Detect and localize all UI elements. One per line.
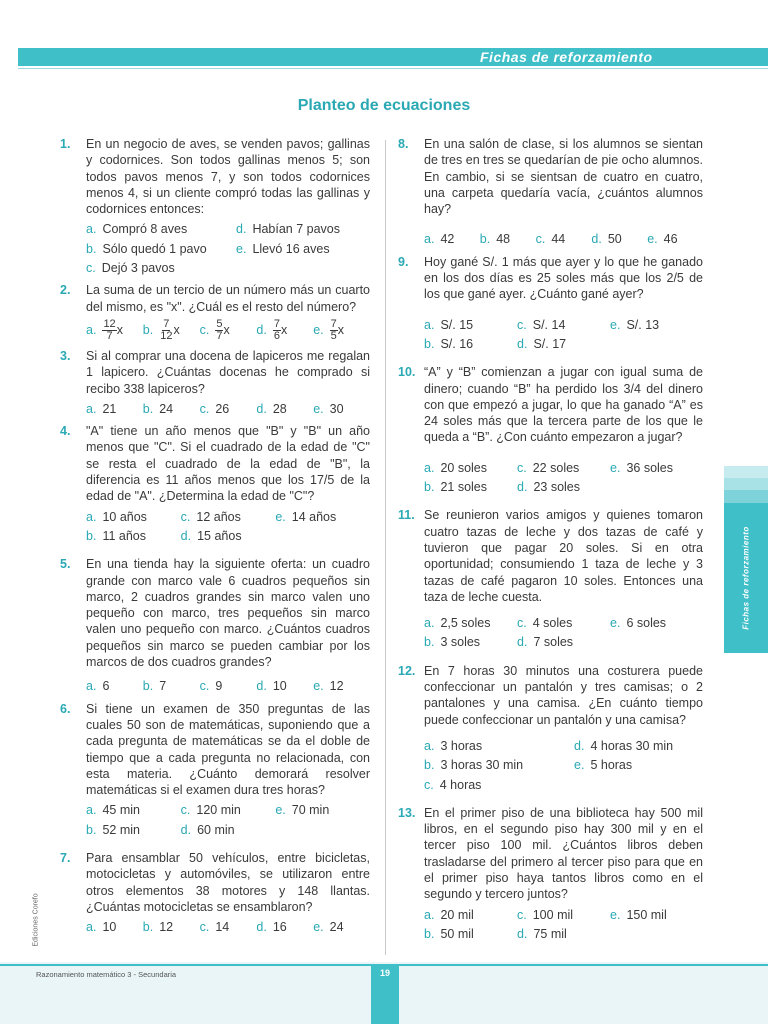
- option-text: 52 min: [102, 822, 140, 837]
- option: [647, 231, 703, 247]
- header-band-notch: [0, 48, 18, 66]
- fraction: [159, 319, 173, 342]
- option-letter: c.: [180, 803, 191, 818]
- question-text: En una tienda hay la siguiente oferta: un cuadro grande con marco vale 6 cuadros pequeños sin marco, 2 cuadros grandes sin marco valen uno pequeño con marco, tres pequeños sin marco valen uno pequeño con marco. ¿Cuántos cuadros pequeños sin marco se pueden cambiar por los marcos de dos cuadros grandes?: [86, 557, 370, 670]
- question-10: [398, 364, 703, 495]
- side-tab-stripe-3: [724, 490, 768, 503]
- denominator: 12: [160, 329, 173, 342]
- option-text: 36 soles: [626, 460, 673, 475]
- fraction: [273, 319, 281, 342]
- option: [424, 615, 517, 631]
- question-text: Para ensamblar 50 vehículos, entre bicicletas, motocicletas y automóviles, se utilizaron entre otros elementos 38 motores y 148 llantas. ¿Cuántas motocicletas se ensamblaron?: [86, 850, 370, 914]
- option-text: S/. 15: [440, 317, 474, 332]
- option-text: 42: [440, 232, 455, 247]
- options: [86, 919, 370, 935]
- option: [256, 401, 313, 417]
- options: [424, 231, 703, 247]
- option: [424, 738, 574, 754]
- question-3: [60, 348, 370, 417]
- option-letter: d.: [517, 336, 528, 351]
- option-letter: a.: [424, 738, 435, 753]
- option-text: 150 mil: [626, 907, 667, 922]
- option-letter: d.: [256, 920, 267, 935]
- numerator: 12: [103, 317, 116, 330]
- option-text: Sólo quedó 1 pavo: [102, 241, 207, 256]
- option-letter: a.: [424, 460, 435, 475]
- variable: x: [223, 322, 230, 337]
- question-number: 4.: [60, 424, 71, 439]
- option-letter: e.: [647, 232, 658, 247]
- option: [200, 319, 257, 342]
- option-letter: a.: [86, 222, 97, 237]
- option: [86, 319, 143, 342]
- option: [610, 615, 703, 631]
- page-number: 19: [371, 964, 399, 1024]
- option: [275, 509, 370, 525]
- right-column: [398, 136, 703, 948]
- option-letter: a.: [424, 317, 435, 332]
- option-text: 30: [329, 401, 344, 416]
- option-text: 4 horas: [439, 777, 482, 792]
- question-9: [398, 254, 703, 352]
- option: [480, 231, 536, 247]
- option: [424, 757, 574, 773]
- column-divider: [385, 140, 386, 955]
- option-letter: d.: [236, 222, 247, 237]
- option-text: 23 soles: [533, 480, 580, 495]
- footer-book-title: Razonamiento matemático 3 - Secundaria: [36, 970, 177, 979]
- option: [200, 678, 257, 694]
- option-text: Compró 8 aves: [102, 222, 188, 237]
- option-text: 10 años: [102, 509, 147, 524]
- option: [200, 401, 257, 417]
- option: [86, 260, 236, 276]
- option: [574, 738, 703, 754]
- option-letter: b.: [424, 635, 435, 650]
- option-text: 26: [215, 401, 230, 416]
- option-letter: c.: [180, 509, 191, 524]
- option-letter: a.: [424, 232, 435, 247]
- option-letter: c.: [199, 322, 210, 337]
- options: [86, 509, 370, 545]
- option-letter: b.: [142, 920, 154, 935]
- question-11: [398, 507, 703, 650]
- option-text: S/. 13: [626, 317, 660, 332]
- options: [424, 460, 703, 496]
- fraction: [102, 319, 116, 342]
- option: [517, 336, 610, 352]
- option-letter: b.: [142, 401, 154, 416]
- option-text: 70 min: [291, 803, 330, 818]
- question-text: En una salón de clase, si los alumnos se sientan de tres en tres se quedarían de pie ocho alumnos. En cambio, si se sientsan de cuatro en cuatro, una carpeta quedaría vacía, ¿cuántos alumnos hay?: [424, 137, 703, 217]
- question-number: 7.: [60, 850, 71, 865]
- question-text: En el primer piso de una biblioteca hay 500 mil libros, en el segundo piso hay 300 mil y en el tercer piso 100 mil. ¿Cuántos libros deben trasladarse del primero al tercer piso para que en el primer piso haya tantos libros como en el segundo y tercero juntos?: [424, 805, 703, 902]
- option-text: 50: [607, 232, 622, 247]
- option-letter: e.: [313, 322, 324, 337]
- question-text: “A” y “B” comienzan a jugar con igual suma de dinero; cuando “B” ha perdido los 3/4 del dinero con que empezó a jugar, lo que ha ganado “A” es 24 soles más que la tercera parte de los que le queda a “B”. ¿Con cuánto empezaron a jugar?: [424, 365, 703, 445]
- options: [424, 317, 703, 353]
- option-letter: b.: [424, 926, 435, 941]
- denominator: 6: [273, 329, 280, 342]
- option: [610, 907, 703, 923]
- option: [424, 926, 517, 942]
- question-number: 6.: [60, 701, 71, 716]
- option: [574, 757, 703, 773]
- option-text: 3 soles: [440, 635, 481, 650]
- option: [517, 907, 610, 923]
- option-letter: b.: [142, 679, 154, 694]
- option-letter: a.: [86, 920, 97, 935]
- option: [86, 802, 181, 818]
- option-text: 10: [272, 679, 287, 694]
- option-letter: a.: [86, 509, 97, 524]
- option: [143, 401, 200, 417]
- option-letter: e.: [313, 401, 324, 416]
- question-7: [60, 850, 370, 935]
- option-letter: c.: [517, 616, 527, 631]
- options: [86, 401, 370, 417]
- option: [424, 336, 517, 352]
- option-letter: e.: [574, 758, 585, 773]
- option: [424, 907, 517, 923]
- question-number: 2.: [60, 283, 71, 298]
- option: [236, 221, 370, 237]
- question-1: [60, 136, 370, 276]
- denominator: 7: [216, 329, 223, 342]
- option-letter: e.: [610, 317, 621, 332]
- option: [86, 678, 143, 694]
- question-number: 1.: [60, 137, 71, 151]
- option-text: 24: [329, 920, 344, 935]
- numerator: 5: [216, 317, 223, 330]
- option-text: 11 años: [102, 528, 146, 543]
- option: [313, 678, 370, 694]
- option: [86, 221, 236, 237]
- question-text: Se reunieron varios amigos y quienes tomaron cuatro tazas de leche y dos tazas de café y tuvieron que pagar 20 soles. Si en otra oportunidad; consumiendo 1 taza de leche y 3 tazas de café pagaron 10 soles. Entonces una taza de leche cuesta.: [424, 508, 703, 604]
- question-text: En 7 horas 30 minutos una costurera puede confeccionar un pantalón y tres camisas; o 2 pantalones y una camisa. ¿En cuánto tiempo puede confeccionar un pantalón y una camisa?: [424, 663, 703, 727]
- option-letter: d.: [517, 480, 528, 495]
- option-text: S/. 17: [533, 336, 567, 351]
- option-text: 20 soles: [440, 460, 487, 475]
- variable: x: [173, 322, 180, 337]
- question-number: 12.: [398, 663, 416, 678]
- option: [424, 231, 480, 247]
- option-letter: b.: [424, 758, 435, 773]
- option-letter: d.: [256, 679, 267, 694]
- option-letter: d.: [180, 528, 192, 543]
- option: [181, 822, 276, 838]
- option: [143, 678, 200, 694]
- option-letter: e.: [313, 920, 324, 935]
- option-text: Llevó 16 aves: [252, 241, 330, 256]
- question-2: [60, 282, 370, 342]
- question-text: Hoy gané S/. 1 más que ayer y lo que he ganado en los dos días es 25 soles más que los 2/5 de los que gané ayer. ¿Cuánto gané ayer?: [424, 254, 703, 302]
- options: [424, 738, 703, 793]
- option: [236, 241, 370, 257]
- option-letter: d.: [256, 322, 267, 337]
- option-text: 28: [272, 401, 287, 416]
- question-text: Si al comprar una docena de lapiceros me regalan 1 lapicero. ¿Cuántas docenas he comprado si recibo 338 lapiceros?: [86, 348, 370, 396]
- option-text: 6: [102, 679, 110, 694]
- option: [256, 319, 313, 342]
- option: [256, 678, 313, 694]
- numerator: 7: [273, 317, 280, 330]
- header-title: Fichas de reforzamiento: [480, 49, 653, 65]
- denominator: 5: [330, 329, 337, 342]
- variable: x: [116, 322, 123, 337]
- option-letter: c.: [199, 679, 210, 694]
- option: [610, 317, 703, 333]
- option-text: S/. 14: [532, 317, 566, 332]
- option-letter: a.: [86, 679, 97, 694]
- question-number: 3.: [60, 348, 71, 363]
- side-tab-stripe-2: [724, 478, 768, 490]
- option-letter: c.: [517, 317, 527, 332]
- option-text: 21 soles: [440, 480, 487, 495]
- option-letter: a.: [86, 803, 97, 818]
- question-text: La suma de un tercio de un número más un cuarto del mismo, es "x". ¿Cuál es el resto del número?: [86, 283, 370, 314]
- option-letter: d.: [517, 635, 528, 650]
- question-6: [60, 701, 370, 838]
- left-column: [60, 136, 370, 941]
- option-letter: d.: [591, 232, 602, 247]
- option-text: 15 años: [197, 528, 242, 543]
- option: [591, 231, 647, 247]
- option-letter: a.: [86, 322, 97, 337]
- option: [313, 401, 370, 417]
- question-13: [398, 805, 703, 942]
- option-text: 21: [102, 401, 117, 416]
- option-text: 12: [159, 920, 174, 935]
- option: [424, 479, 517, 495]
- option-letter: b.: [86, 822, 97, 837]
- option-letter: d.: [256, 401, 267, 416]
- option-text: 2,5 soles: [440, 616, 491, 631]
- option: [86, 528, 181, 544]
- option-letter: b.: [424, 480, 435, 495]
- option: [86, 241, 236, 257]
- option-text: 45 min: [102, 803, 140, 818]
- option: [424, 460, 517, 476]
- header-rule: [18, 68, 768, 69]
- option-letter: c.: [517, 907, 527, 922]
- options: [86, 319, 370, 342]
- option-letter: b.: [142, 322, 154, 337]
- option: [517, 479, 610, 495]
- option-text: 3 horas 30 min: [440, 758, 524, 773]
- option-text: 44: [551, 232, 566, 247]
- option-text: 50 mil: [440, 926, 474, 941]
- option: [86, 401, 143, 417]
- option: [313, 319, 370, 342]
- header-band: [0, 48, 768, 66]
- option-letter: c.: [424, 777, 434, 792]
- option: [200, 919, 257, 935]
- question-text: En un negocio de aves, se venden pavos; gallinas y codornices. Son todos gallinas menos 5; son todos pavos menos 7, y son todos codornices menos 4, si un cliente compró todas las gallinas y codornices entonces:: [86, 137, 370, 217]
- option: [517, 460, 610, 476]
- option: [424, 777, 574, 793]
- option: [143, 319, 200, 342]
- option: [424, 317, 517, 333]
- option-text: 60 min: [197, 822, 235, 837]
- option-letter: d.: [574, 738, 585, 753]
- option: [517, 926, 610, 942]
- option-letter: a.: [86, 401, 97, 416]
- option: [517, 317, 610, 333]
- option-letter: e.: [236, 241, 247, 256]
- option: [143, 919, 200, 935]
- option-letter: e.: [313, 679, 324, 694]
- option: [181, 528, 276, 544]
- option-text: 46: [663, 232, 678, 247]
- option-letter: b.: [424, 336, 435, 351]
- question-5: [60, 556, 370, 694]
- option: [181, 509, 276, 525]
- option-text: 48: [496, 232, 511, 247]
- side-tab-stripe-1: [724, 466, 768, 478]
- option-text: 4 soles: [532, 616, 573, 631]
- option-letter: a.: [424, 907, 435, 922]
- option: [313, 919, 370, 935]
- fraction: [330, 319, 338, 342]
- option-text: 14: [215, 920, 230, 935]
- option-text: 4 horas 30 min: [590, 738, 674, 753]
- option-text: 3 horas: [440, 738, 483, 753]
- option-text: 20 mil: [440, 907, 474, 922]
- option-letter: c.: [199, 920, 210, 935]
- side-tab-label: Fichas de reforzamiento: [741, 526, 751, 630]
- option-text: 16: [272, 920, 287, 935]
- option-text: 12: [329, 679, 344, 694]
- option: [536, 231, 592, 247]
- option-text: 100 mil: [532, 907, 574, 922]
- option: [86, 822, 181, 838]
- question-number: 10.: [398, 365, 416, 380]
- question-number: 9.: [398, 254, 409, 269]
- question-number: 13.: [398, 805, 416, 820]
- option: [517, 615, 610, 631]
- option-letter: c.: [535, 232, 546, 247]
- question-number: 5.: [60, 557, 71, 572]
- option-text: 22 soles: [532, 460, 580, 475]
- option-text: 10: [102, 920, 117, 935]
- option-letter: e.: [275, 509, 286, 524]
- option-letter: c.: [199, 401, 210, 416]
- option-letter: b.: [86, 528, 97, 543]
- option-text: 120 min: [196, 803, 241, 818]
- variable: x: [337, 322, 344, 337]
- question-8: [398, 136, 703, 248]
- numerator: 7: [330, 317, 337, 330]
- option-letter: c.: [517, 460, 527, 475]
- option-text: 5 horas: [590, 758, 633, 773]
- option: [256, 919, 313, 935]
- question-number: 11.: [398, 508, 415, 523]
- publisher-credit: Ediciones Corefo: [32, 893, 40, 947]
- option: [181, 802, 276, 818]
- option-text: S/. 16: [440, 336, 474, 351]
- option-text: 75 mil: [533, 926, 567, 941]
- option: [86, 509, 181, 525]
- option-text: 9: [215, 679, 223, 694]
- option: [86, 919, 143, 935]
- options: [424, 907, 703, 943]
- denominator: 7: [106, 329, 113, 342]
- options: [86, 802, 370, 838]
- option-letter: a.: [424, 616, 435, 631]
- question-text: Si tiene un examen de 350 preguntas de las cuales 50 son de matemáticas, suponiendo que a cada pregunta de matemáticas se da el doble de tiempo que a cada pregunta no relacionada, con esta materia. ¿Cuánto demorará resolver matemáticas si el examen dura tres horas?: [86, 701, 370, 798]
- option-text: 7: [159, 679, 167, 694]
- option-letter: e.: [610, 616, 621, 631]
- option-letter: b.: [479, 232, 491, 247]
- variable: x: [280, 322, 288, 337]
- options: [86, 678, 370, 694]
- option-text: 6 soles: [626, 616, 667, 631]
- option-text: Habían 7 pavos: [252, 222, 340, 237]
- question-text: "A" tiene un año menos que "B" y "B" un año menos que "C". Si el cuadrado de la edad de "C" se resta el cuadrado de la edad de "B", la diferencia es 11 años menos que los 17/5 de la edad de "A". ¿Determina la edad de "C"?: [86, 424, 370, 504]
- option-text: 12 años: [196, 509, 241, 524]
- option-text: 14 años: [291, 509, 337, 524]
- question-12: [398, 663, 703, 793]
- option-letter: d.: [517, 926, 528, 941]
- option-letter: e.: [610, 460, 621, 475]
- question-4: [60, 423, 370, 544]
- option-letter: e.: [275, 803, 286, 818]
- option-letter: c.: [86, 261, 96, 276]
- option-letter: e.: [610, 907, 621, 922]
- option: [517, 634, 610, 650]
- option-text: Dejó 3 pavos: [101, 261, 175, 276]
- options: [424, 615, 703, 651]
- options: [86, 221, 370, 276]
- numerator: 7: [163, 317, 170, 330]
- option-letter: d.: [180, 822, 192, 837]
- option-text: 7 soles: [533, 635, 574, 650]
- option: [275, 802, 370, 818]
- option: [424, 634, 517, 650]
- question-number: 8.: [398, 137, 409, 151]
- page-title: Planteo de ecuaciones: [297, 97, 471, 114]
- option-text: 24: [159, 401, 174, 416]
- option-letter: b.: [86, 241, 97, 256]
- option: [610, 460, 703, 476]
